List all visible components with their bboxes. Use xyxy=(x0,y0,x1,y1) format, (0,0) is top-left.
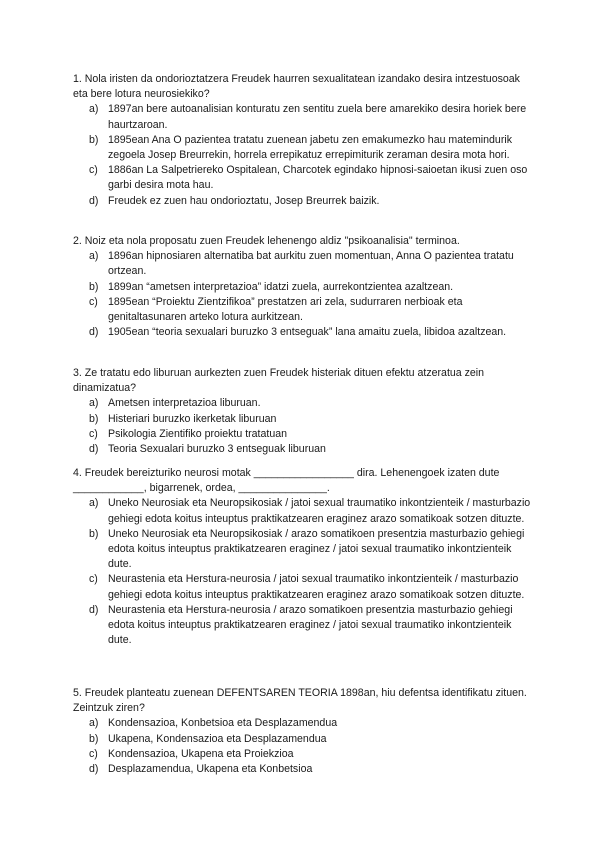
options-list xyxy=(73,716,535,777)
option-letter: c) xyxy=(89,164,98,177)
option-letter: a) xyxy=(89,250,99,263)
option-letter: d) xyxy=(89,194,99,207)
question-2 xyxy=(73,234,535,340)
option-b xyxy=(73,280,535,295)
option-letter: c) xyxy=(89,747,98,760)
option-text: Ukapena, Kondensazioa eta Desplazamendua xyxy=(108,732,327,745)
option-a xyxy=(73,396,535,411)
option-text: 1905ean “teoria sexualari buruzko 3 entseguak” lana amaitu zuela, libidoa azaltzean. xyxy=(108,326,507,339)
option-letter: c) xyxy=(89,295,98,308)
option-text: Uneko Neurosiak eta Neuropsikosiak / jatoi sexual traumatiko inkontzienteik / masturbazio gehiegi edota koitus inteuptus praktikatzearen eraginez arazo somatikoak sotzen dituzte. xyxy=(108,497,531,525)
option-letter: d) xyxy=(89,443,99,456)
option-d xyxy=(73,442,535,457)
question-text: 4. Freudek bereizturiko neurosi motak _________________ dira. Lehenengoek izaten dute ____________, bigarrenek, ordea, _______________. xyxy=(73,467,500,495)
option-text: Freudek ez zuen hau ondorioztatu, Josep Breurrek baizik. xyxy=(108,194,380,207)
option-text: Uneko Neurosiak eta Neuropsikosiak / arazo somatikoen presentzia masturbazio gehiegi edota koitus inteuptus praktikatzearen eraginez / jatoi sexual traumatiko inkontzienteik dute. xyxy=(108,527,525,571)
question-5 xyxy=(73,686,535,777)
question-1 xyxy=(73,72,535,209)
option-b xyxy=(73,412,535,427)
option-text: Kondensazioa, Konbetsioa eta Desplazamendua xyxy=(108,717,338,730)
question-text: 3. Ze tratatu edo liburuan aurkezten zuen Freudek histeriak dituen efektu atzeratua zein dinamizatua? xyxy=(73,367,485,395)
question-text: 5. Freudek planteatu zuenean DEFENTSAREN TEORIA 1898an, hiu defentsa identifikatu zituen. Zeintzuk ziren? xyxy=(73,687,527,715)
option-letter: a) xyxy=(89,103,99,116)
option-text: 1895ean “Proiektu Zientzifikoa” prestatzen ari zela, sudurraren nerbioak eta genitaltasunaren arteko lotura aurkitzean. xyxy=(108,295,463,324)
option-c xyxy=(73,747,535,762)
option-c xyxy=(73,295,535,325)
option-text: Kondensazioa, Ukapena eta Proiekzioa xyxy=(108,747,294,760)
option-letter: a) xyxy=(89,717,99,730)
option-text: 1899an “ametsen interpretazioa” idatzi zuela, aurrekontzientea azaltzean. xyxy=(108,280,454,293)
option-letter: c) xyxy=(89,573,98,586)
option-letter: c) xyxy=(89,427,98,440)
option-a xyxy=(73,716,535,731)
option-letter: d) xyxy=(89,763,99,776)
option-letter: b) xyxy=(89,732,99,745)
option-text: 1896an hipnosiaren alternatiba bat aurkitu zuen momentuan, Anna O pazientea tratatu ortzean. xyxy=(108,250,514,278)
option-letter: b) xyxy=(89,280,99,293)
option-text: 1886an La Salpetriereko Ospitalean, Charcotek egindako hipnosi-saioetan ikusi zuen oso garbi desira mota hau. xyxy=(108,164,528,192)
option-letter: b) xyxy=(89,527,99,540)
option-letter: b) xyxy=(89,133,99,146)
option-letter: a) xyxy=(89,497,99,510)
options-list xyxy=(73,249,535,340)
options-list xyxy=(73,496,535,648)
option-text: Psikologia Zientifiko proiektu tratatuan xyxy=(108,427,288,440)
option-letter: d) xyxy=(89,326,99,339)
option-c xyxy=(73,427,535,442)
option-letter: d) xyxy=(89,603,99,616)
option-text: Desplazamendua, Ukapena eta Konbetsioa xyxy=(108,763,313,776)
option-a xyxy=(73,496,535,526)
option-text: 1895ean Ana O pazientea tratatu zuenean jabetu zen emakumezko hau matemindurik zegoela Josep Breurrekin, horrela errepikatuz errepimiturik zeraman desira mota hori. xyxy=(108,133,513,162)
options-list xyxy=(73,102,535,208)
option-text: Ametsen interpretazioa liburuan. xyxy=(108,397,261,410)
option-letter: b) xyxy=(89,412,99,425)
option-c xyxy=(73,572,535,602)
option-text: Teoria Sexualari buruzko 3 entseguak liburuan xyxy=(108,443,326,456)
option-text: Histeriari buruzko ikerketak liburuan xyxy=(108,412,277,425)
option-a xyxy=(73,102,535,132)
question-3 xyxy=(73,366,535,457)
question-text: 1. Nola iristen da ondorioztatzera Freudek haurren sexualitatean izandako desira intzestuosoak eta bere lotura neurosiekiko? xyxy=(73,73,520,101)
option-text: Neurastenia eta Herstura-neurosia / arazo somatikoen presentzia masturbazio gehiegi edota koitus inteuptus praktikatzearen eraginez / jatoi sexual traumatiko inkontzienteik dute. xyxy=(108,603,513,647)
options-list xyxy=(73,396,535,457)
question-text: 2. Noiz eta nola proposatu zuen Freudek lehenengo aldiz "psikoanalisia" terminoa. xyxy=(73,235,460,247)
option-text: 1897an bere autoanalisian konturatu zen sentitu zuela bere amarekiko desira horiek bere haurtzaroan. xyxy=(108,103,527,131)
option-d xyxy=(73,603,535,649)
option-a xyxy=(73,249,535,279)
option-d xyxy=(73,325,535,340)
option-d xyxy=(73,194,535,209)
option-b xyxy=(73,133,535,163)
option-b xyxy=(73,732,535,747)
option-d xyxy=(73,762,535,777)
option-b xyxy=(73,527,535,573)
option-text: Neurastenia eta Herstura-neurosia / jatoi sexual traumatiko inkontzienteik / masturbazio gehiegi edota koitus inteuptus praktikatzearen eraginez arazo somatikoak sotzen dituzte. xyxy=(108,573,525,601)
option-letter: a) xyxy=(89,397,99,410)
option-c xyxy=(73,163,535,193)
question-4 xyxy=(73,466,535,648)
